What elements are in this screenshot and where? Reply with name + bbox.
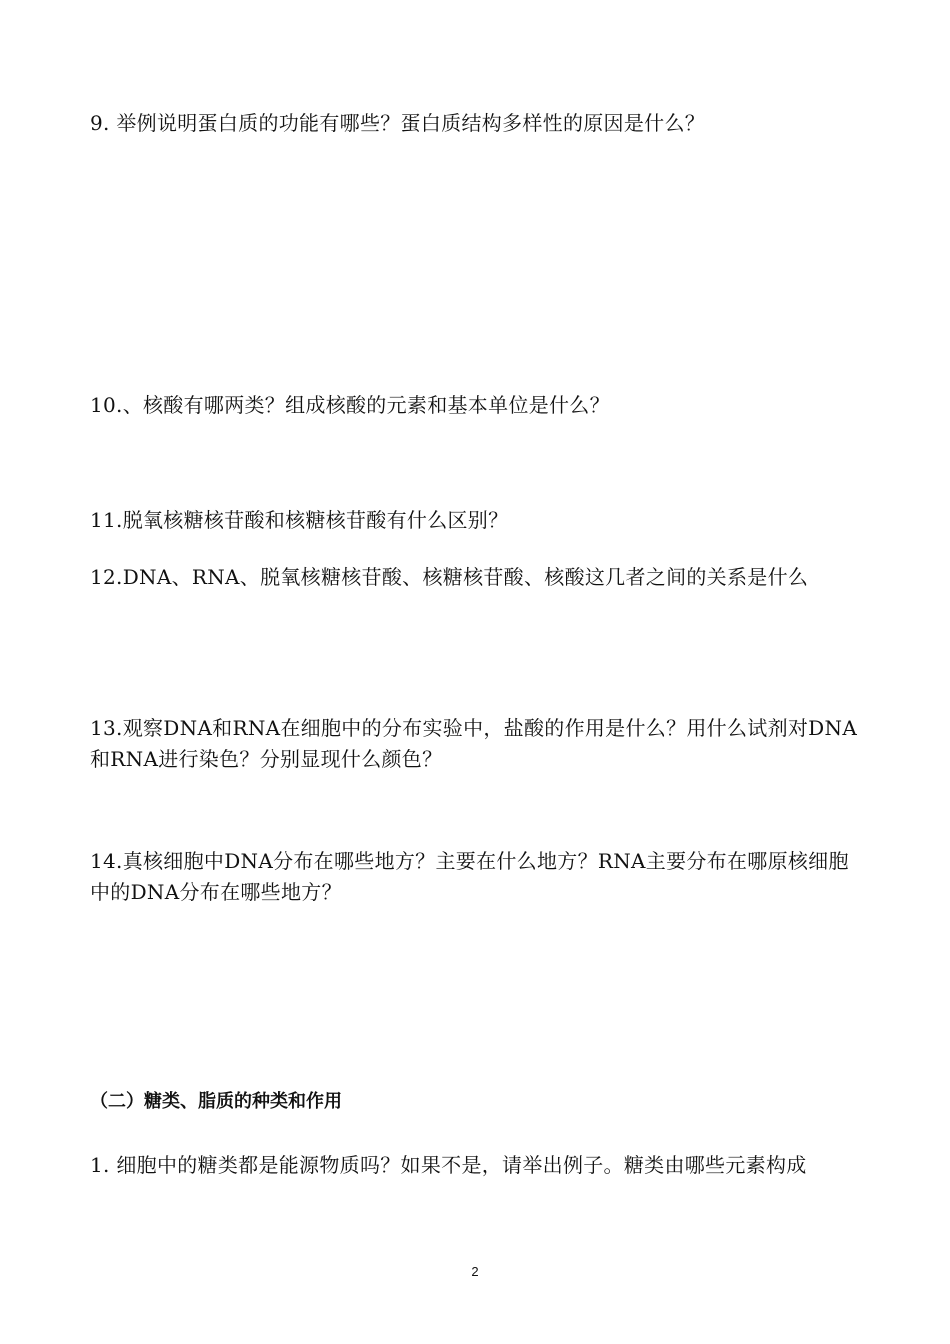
- question-13: 13.观察DNA和RNA在细胞中的分布实验中，盐酸的作用是什么？用什么试剂对DNA和RNA进行染色？分别显现什么颜色？: [90, 716, 858, 771]
- section-heading: （二）糖类、脂质的种类和作用: [90, 1091, 342, 1112]
- question-9: 9. 举例说明蛋白质的功能有哪些？蛋白质结构多样性的原因是什么？: [90, 111, 706, 135]
- page-number: 2: [471, 1264, 479, 1279]
- question-12: 12.DNA、RNA、脱氧核糖核苷酸、核糖核苷酸、核酸这几者之间的关系是什么: [90, 565, 809, 589]
- question-11: 11.脱氧核糖核苷酸和核糖核苷酸有什么区别？: [90, 508, 509, 532]
- question-14: 14.真核细胞中DNA分布在哪些地方？主要在什么地方？RNA主要分布在哪原核细胞中的DNA分布在哪些地方？: [90, 849, 849, 904]
- section2-question-1: 1. 细胞中的糖类都是能源物质吗？如果不是，请举出例子。糖类由哪些元素构成: [90, 1153, 807, 1177]
- question-10: 10.、核酸有哪两类？组成核酸的元素和基本单位是什么？: [90, 393, 610, 417]
